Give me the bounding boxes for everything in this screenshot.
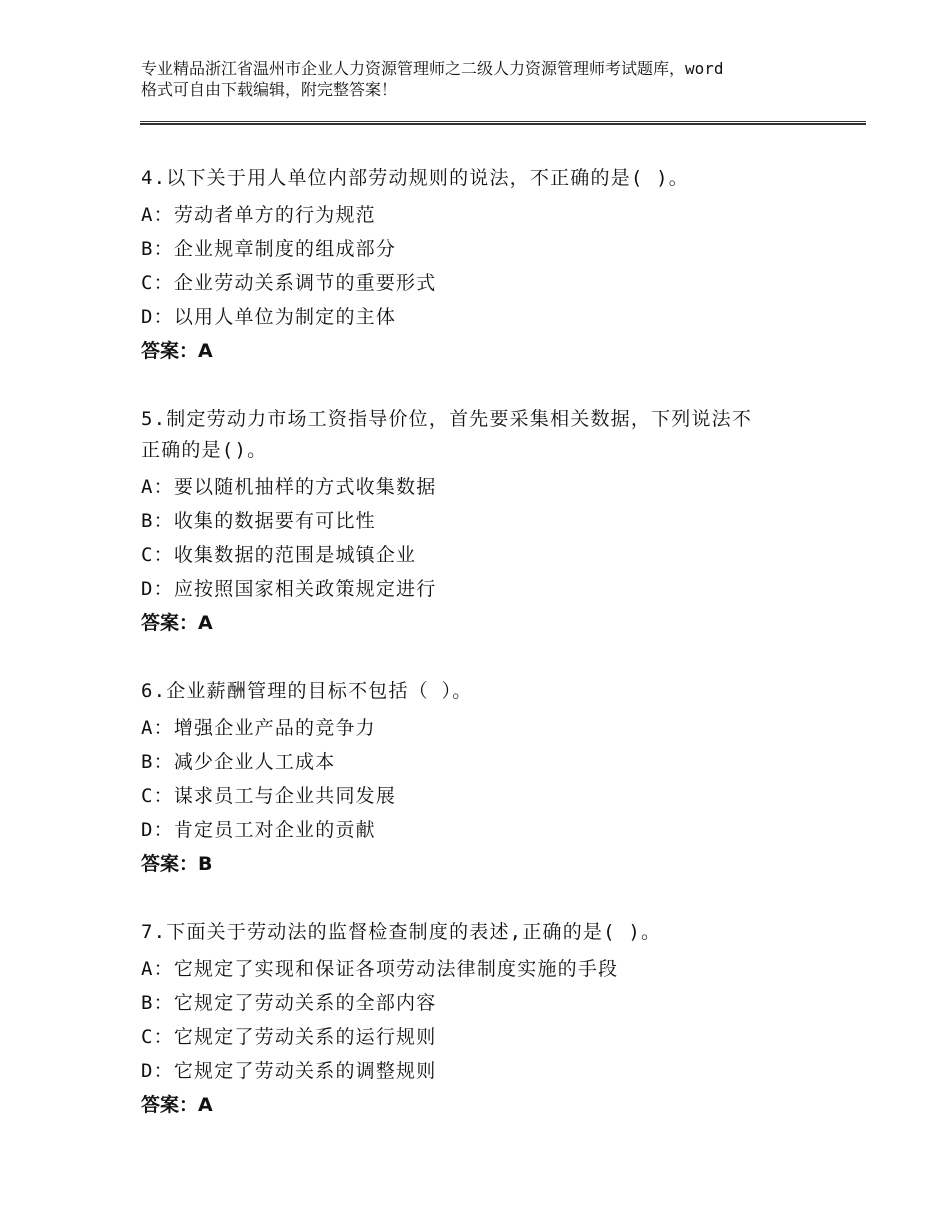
question-stem-line: 6.企业薪酬管理的目标不包括（ ）。 (141, 680, 473, 702)
option-b: B：减少企业人工成本 (141, 751, 336, 773)
question-stem-line: 正确的是()。 (141, 439, 268, 461)
question-7 (141, 917, 841, 1122)
question-4 (141, 163, 841, 368)
option-a: A：增强企业产品的竞争力 (141, 717, 376, 739)
answer-label: 答案：A (141, 612, 213, 634)
option-c: C：它规定了劳动关系的运行规则 (141, 1026, 437, 1048)
option-d: D：肯定员工对企业的贡献 (141, 819, 376, 841)
option-b: B：企业规章制度的组成部分 (141, 238, 397, 260)
question-stem-line: 5.制定劳动力市场工资指导价位，首先要采集相关数据，下列说法不 (141, 408, 753, 430)
answer-label: 答案：B (141, 853, 213, 875)
option-a: A：它规定了实现和保证各项劳动法律制度实施的手段 (141, 958, 619, 980)
question-stem-line: 4.以下关于用人单位内部劳动规则的说法，不正确的是( )。 (141, 167, 689, 189)
option-a: A：劳动者单方的行为规范 (141, 204, 376, 226)
option-d: D：应按照国家相关政策规定进行 (141, 578, 437, 600)
answer-label: 答案：A (141, 340, 213, 362)
document-header (141, 58, 841, 100)
header-divider (140, 121, 866, 125)
question-stem (141, 404, 841, 466)
question-stem (141, 163, 841, 194)
answer-label: 答案：A (141, 1094, 213, 1116)
option-c: C：企业劳动关系调节的重要形式 (141, 272, 437, 294)
option-c: C：谋求员工与企业共同发展 (141, 785, 397, 807)
header-line-2: 格式可自由下载编辑，附完整答案！ (141, 80, 398, 99)
option-d: D：它规定了劳动关系的调整规则 (141, 1060, 437, 1082)
option-b: B：收集的数据要有可比性 (141, 510, 376, 532)
question-stem (141, 676, 841, 707)
option-a: A：要以随机抽样的方式收集数据 (141, 476, 437, 498)
option-d: D：以用人单位为制定的主体 (141, 306, 397, 328)
option-b: B：它规定了劳动关系的全部内容 (141, 992, 437, 1014)
header-line-1: 专业精品浙江省温州市企业人力资源管理师之二级人力资源管理师考试题库，word (141, 59, 724, 78)
question-list (141, 163, 841, 1158)
question-stem-line: 7.下面关于劳动法的监督检查制度的表述,正确的是( )。 (141, 921, 662, 943)
question-5 (141, 404, 841, 640)
question-stem (141, 917, 841, 948)
question-6 (141, 676, 841, 881)
option-c: C：收集数据的范围是城镇企业 (141, 544, 417, 566)
